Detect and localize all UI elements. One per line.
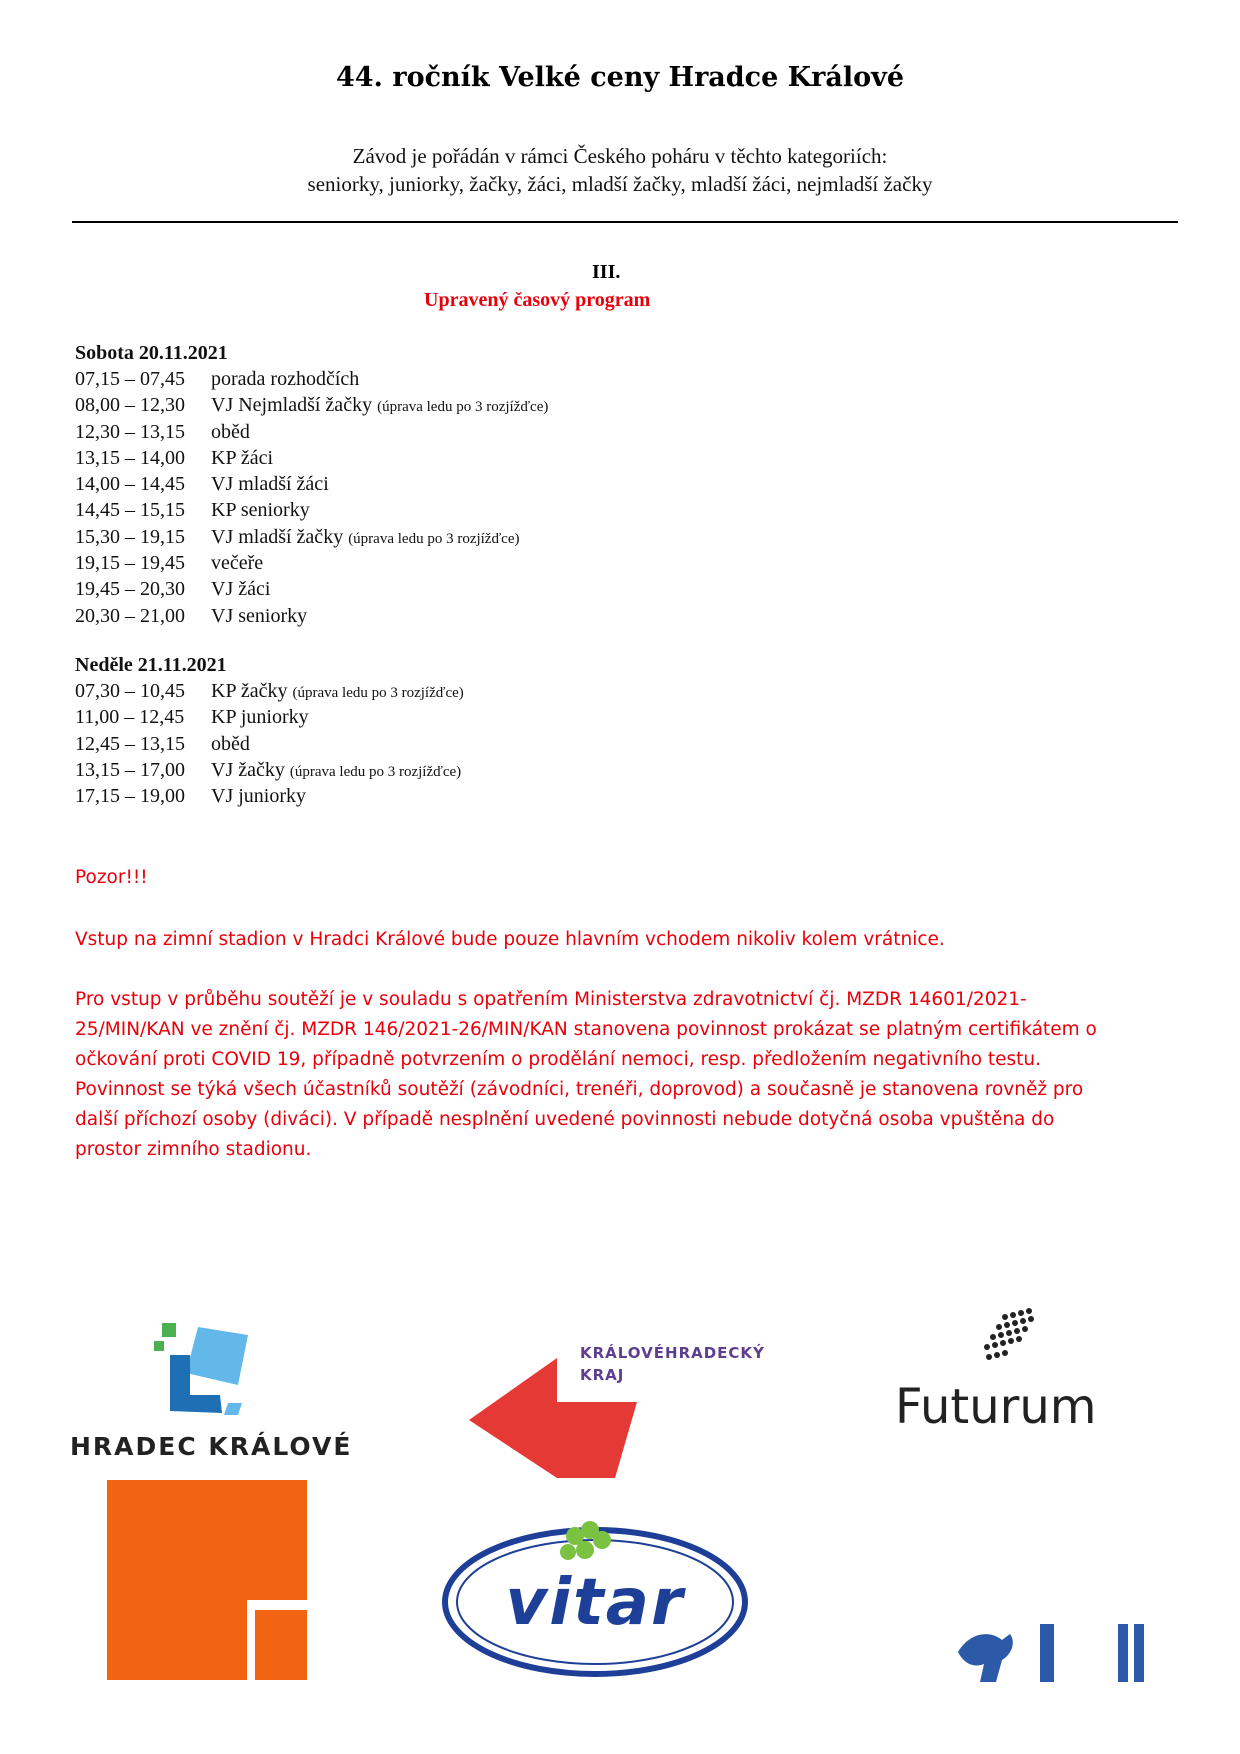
logo-kralovehradecky-kraj [465, 1330, 765, 1480]
schedule-time: 07,15 – 07,45 [75, 368, 185, 390]
partial-blue-mark-icon [950, 1612, 1160, 1682]
notice-entrance: Vstup na zimní stadion v Hradci Králové bude pouze hlavním vchodem nikoliv kolem vrátnice. [75, 929, 945, 950]
schedule-event: oběd [211, 732, 250, 755]
schedule-time: 13,15 – 14,00 [75, 446, 185, 469]
schedule-time: 11,00 – 12,45 [75, 706, 185, 729]
page-subtitle [0, 142, 1240, 198]
schedule-event: VJ seniorky [211, 604, 308, 627]
schedule-row [75, 524, 548, 550]
day-heading: Sobota 20.11.2021 [75, 342, 228, 364]
hk-mark-green-piece [162, 1323, 176, 1337]
schedule-note: (úprava ledu po 3 rozjížďce) [377, 399, 549, 416]
schedule-event: KP juniorky [211, 706, 309, 729]
schedule-saturday [75, 340, 548, 629]
schedule-row [75, 445, 548, 471]
hk-mark-light-blue [186, 1327, 248, 1385]
notice-heading: Pozor!!! [75, 867, 148, 888]
schedule-event: VJ mladší žáci [211, 473, 329, 496]
schedule-time: 15,30 – 19,15 [75, 525, 185, 548]
schedule-event: KP žáci [211, 446, 274, 469]
page-title: 44. ročník Velké ceny Hradce Králové [335, 62, 904, 93]
schedule-event: VJ juniorky [211, 785, 306, 808]
orange-gap-2 [247, 1600, 307, 1610]
hk-mark-teal [224, 1403, 242, 1415]
schedule-row [75, 497, 548, 523]
schedule-time: 19,45 – 20,30 [75, 578, 185, 601]
schedule-row [75, 419, 548, 445]
section-number: III. [592, 261, 621, 283]
schedule-event: KP žačky [211, 680, 288, 702]
schedule-event: oběd [211, 420, 250, 443]
hradec-kralove-mark-icon [70, 1315, 370, 1425]
schedule-event: KP seniorky [211, 499, 310, 522]
logo-partial-blue [950, 1612, 1160, 1682]
subtitle-line-1: Závod je pořádán v rámci Českého poháru v těchto kategoriích: [352, 144, 888, 168]
schedule-row [75, 392, 548, 418]
schedule-time: 19,15 – 19,45 [75, 552, 185, 575]
futurum-dot-grid [984, 1308, 1034, 1360]
schedule-time: 14,45 – 15,15 [75, 499, 185, 522]
schedule-time: 13,15 – 17,00 [75, 758, 185, 781]
schedule-event: porada rozhodčích [211, 368, 360, 390]
schedule-sunday [75, 652, 464, 809]
orange-corner-mark-icon [107, 1480, 307, 1680]
orange-square [255, 1610, 307, 1680]
schedule-note: (úprava ledu po 3 rozjížďce) [289, 763, 462, 780]
schedule-row [75, 731, 464, 757]
schedule-event: VJ Nejmladší žačky [211, 394, 373, 417]
schedule-row [75, 550, 548, 576]
day-heading: Neděle 21.11.2021 [75, 654, 227, 676]
schedule-row [75, 678, 464, 704]
schedule-event: VJ mladší žačky [211, 525, 344, 548]
logo-hradec-kralove [70, 1315, 370, 1461]
blue-bar-2 [1118, 1624, 1128, 1682]
schedule-time: 12,45 – 13,15 [75, 732, 185, 755]
subtitle-line-2: seniorky, juniorky, žačky, žáci, mladší žačky, mladší žáci, nejmladší žačky [307, 172, 933, 196]
schedule-time: 12,30 – 13,15 [75, 420, 185, 443]
blue-figure [958, 1634, 1013, 1682]
kraj-wordmark-line-1: KRÁLOVÉHRADECKÝ [580, 1344, 765, 1362]
kraj-wordmark-line-2: KRAJ [580, 1366, 625, 1384]
orange-gap [247, 1600, 255, 1680]
horizontal-divider [72, 221, 1178, 223]
schedule-row [75, 366, 548, 392]
schedule-time: 07,30 – 10,45 [75, 680, 185, 702]
schedule-time: 17,15 – 19,00 [75, 785, 185, 808]
futurum-wordmark: Futurum [895, 1379, 1097, 1435]
blue-bar-3 [1134, 1624, 1144, 1682]
schedule-row [75, 471, 548, 497]
schedule-time: 20,30 – 21,00 [75, 604, 185, 627]
futurum-dots-icon [895, 1305, 1135, 1375]
schedule-time: 08,00 – 12,30 [75, 394, 185, 417]
schedule-event: VJ žačky [211, 758, 285, 781]
hk-mark-green-piece-2 [154, 1341, 164, 1351]
schedule-row [75, 757, 464, 783]
schedule-event: večeře [211, 552, 264, 575]
logo-futurum [895, 1305, 1135, 1435]
schedule-row [75, 576, 548, 602]
schedule-note: (úprava ledu po 3 rozjížďce) [348, 530, 520, 547]
schedule-row [75, 603, 548, 629]
schedule-row [75, 704, 464, 730]
schedule-event: VJ žáci [211, 578, 271, 601]
schedule-note: (úprava ledu po 3 rozjížďce) [292, 685, 464, 701]
schedule-row [75, 783, 464, 809]
logo-vitar [440, 1520, 750, 1680]
notice-covid: Pro vstup v průběhu soutěží je v souladu s opatřením Ministerstva zdravotnictví čj. MZDR 14601/2021-25/MIN/KAN ve znění čj. MZDR 146/2021-26/MIN/KAN stanovena povinnost prokázat se platným certifikátem o očkování proti COVID 19, případně potvrzením o prodělání nemoci, resp. předložením negativního testu. Povinnost se týká všech účastníků soutěží (závodníci, trenéři, doprovod) a současně je stanovena rovněž pro další příchozí osoby (diváci). V případě nesplnění uvedené povinnosti nebude dotyčná osoba vpuštěna do prostor zimního stadionu. [75, 989, 1097, 1160]
section-title: Upravený časový program [424, 289, 651, 311]
schedule-time: 14,00 – 14,45 [75, 473, 185, 496]
vitar-wordmark: vitar [505, 1566, 685, 1640]
hradec-kralove-wordmark: HRADEC KRÁLOVÉ [70, 1432, 353, 1461]
blue-bar-1 [1040, 1624, 1054, 1682]
logo-orange-mark [107, 1480, 307, 1680]
